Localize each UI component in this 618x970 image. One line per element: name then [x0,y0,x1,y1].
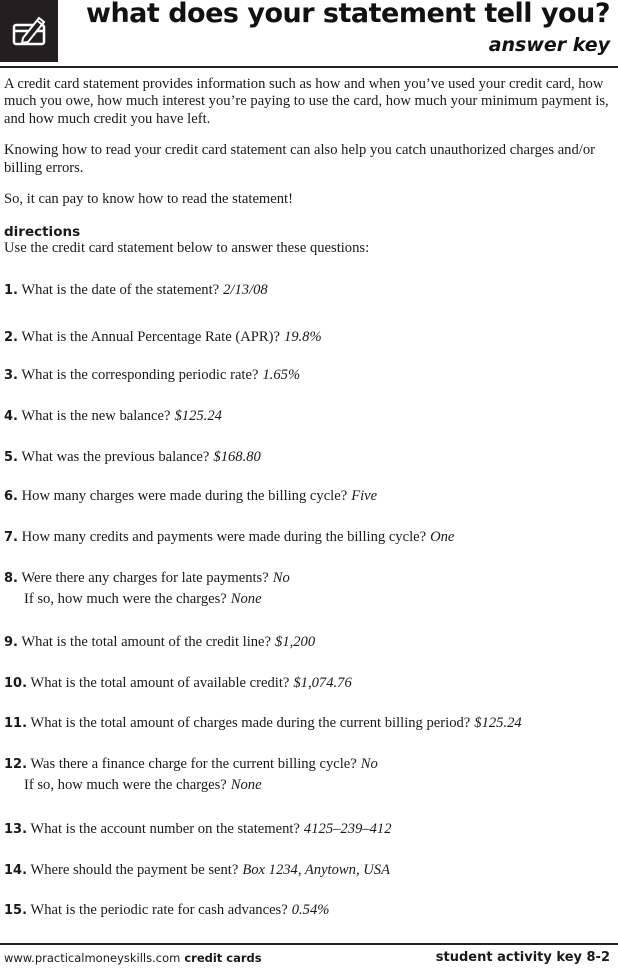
question-text: How many charges were made during the billing cycle? [21,488,348,504]
question-text: What is the total amount of charges made during the current billing period? [30,715,471,731]
question-text: What was the previous balance? [21,449,210,465]
question-text: What is the date of the statement? [21,282,220,298]
question-number: 4. [4,409,18,424]
question-item [4,674,352,693]
footer-divider [0,943,618,945]
question-item [4,714,522,733]
footer-section: credit cards [184,951,262,965]
question-number: 12. [4,757,28,772]
question-number: 3. [4,368,18,383]
question-item [4,755,378,795]
logo [0,0,58,62]
sub-question-text: If so, how much were the charges? [24,591,227,607]
question-item [4,820,391,839]
question-text: Was there a finance charge for the current billing cycle? [30,756,357,772]
question-item [4,528,454,547]
directions-heading: directions [4,224,81,241]
footer-page-label: student activity key 8-2 [435,950,610,965]
question-item [4,407,222,426]
question-number: 7. [4,530,18,545]
answer-text: Five [351,488,378,504]
intro-paragraph-1: A credit card statement provides information such as how and when you’ve used your credit card, how much you owe, how much interest you’re paying to use the card, how much your minimum payment is, and how much credit you have left. [4,76,609,127]
question-subline [4,776,378,795]
question-text: What is the total amount of available credit? [30,675,290,691]
question-text: What is the periodic rate for cash advances? [30,902,288,918]
question-number: 14. [4,863,28,878]
question-number: 6. [4,489,18,504]
answer-text: No [360,756,378,772]
question-item [4,633,315,652]
question-number: 13. [4,822,28,837]
question-number: 15. [4,903,28,918]
answer-text: $125.24 [474,715,522,731]
question-item [4,861,390,880]
footer-left [4,951,262,965]
answer-text: 4125–239–412 [303,821,392,837]
question-number: 1. [4,283,18,298]
answer-text: No [272,570,290,586]
intro-paragraph-3: So, it can pay to know how to read the statement! [4,191,293,208]
question-text: What is the Annual Percentage Rate (APR)? [21,329,280,345]
answer-text: 2/13/08 [223,282,268,298]
answer-text: 0.54% [291,902,330,918]
question-text: What is the account number on the statement? [30,821,300,837]
question-text: Where should the payment be sent? [30,862,239,878]
answer-text: $168.80 [213,449,261,465]
question-item [4,366,300,385]
sub-answer-text: None [230,591,262,607]
question-number: 8. [4,571,18,586]
question-text: What is the total amount of the credit line? [21,634,272,650]
question-text: What is the new balance? [21,408,171,424]
question-item [4,487,377,506]
pencil-on-card-icon [11,14,47,48]
question-item [4,901,329,920]
question-item [4,281,268,300]
question-text: Were there any charges for late payments? [21,570,269,586]
sub-question-text: If so, how much were the charges? [24,777,227,793]
sub-answer-text: None [230,777,262,793]
question-item [4,448,261,467]
answer-text: One [430,529,455,545]
directions-text: Use the credit card statement below to answer these questions: [4,240,370,257]
question-text: How many credits and payments were made during the billing cycle? [21,529,427,545]
question-number: 9. [4,635,18,650]
answer-text: 19.8% [283,329,322,345]
question-number: 5. [4,450,18,465]
answer-text: $125.24 [174,408,222,424]
footer-url: www.practicalmoneyskills.com [4,951,181,965]
question-item [4,569,290,609]
answer-text: $1,200 [275,634,316,650]
question-subline [4,590,290,609]
intro-paragraph-2: Knowing how to read your credit card statement can also help you catch unauthorized charges and/or billing errors. [4,142,595,176]
question-number: 2. [4,330,18,345]
intro-section [4,76,609,258]
question-item [4,328,322,347]
answer-text: 1.65% [262,367,301,383]
page-title: what does your statement tell you? [86,0,610,29]
answer-text: $1,074.76 [293,675,352,691]
question-number: 11. [4,716,28,731]
question-text: What is the corresponding periodic rate? [21,367,259,383]
header-divider [0,66,618,68]
answer-text: Box 1234, Anytown, USA [242,862,390,878]
page-subtitle: answer key [488,34,610,56]
question-number: 10. [4,676,28,691]
